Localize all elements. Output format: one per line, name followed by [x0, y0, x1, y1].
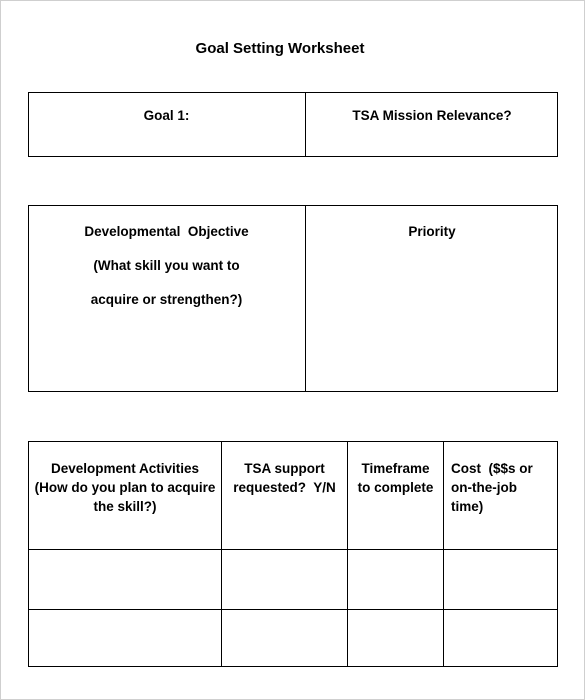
table-cell-support[interactable] — [222, 550, 347, 609]
table-cell-support[interactable] — [222, 610, 347, 666]
header-development-activities-line-2: (How do you plan to acquire — [34, 480, 216, 495]
header-development-activities — [29, 459, 221, 516]
header-tsa-support-line-2: requested? Y/N — [233, 480, 336, 495]
header-tsa-support-line-1: TSA support — [244, 461, 325, 476]
header-timeframe-line-1: Timeframe — [361, 461, 430, 476]
table-row — [28, 610, 558, 666]
header-cost — [451, 459, 556, 516]
header-timeframe-line-2: to complete — [357, 480, 434, 495]
header-cost-line-3: time) — [451, 499, 484, 514]
table-cell-timeframe[interactable] — [348, 610, 443, 666]
table-cell-timeframe[interactable] — [348, 550, 443, 609]
goal-label: Goal 1: — [143, 108, 190, 123]
relevance-label: TSA Mission Relevance? — [352, 108, 512, 123]
header-cost-line-1: Cost ($$s or — [451, 461, 533, 476]
header-tsa-support — [222, 459, 347, 497]
objective-question-line-2: acquire or strengthen?) — [90, 292, 243, 307]
priority-label: Priority — [408, 224, 456, 239]
goal-box-divider — [305, 92, 306, 157]
objective-title: Developmental Objective — [84, 224, 249, 239]
header-development-activities-line-1: Development Activities — [50, 461, 200, 476]
page-title: Goal Setting Worksheet — [195, 40, 365, 57]
objective-question-line-1: (What skill you want to — [93, 258, 240, 273]
goal-box — [28, 92, 558, 157]
header-development-activities-line-3: the skill?) — [93, 499, 157, 514]
table-row — [28, 550, 558, 609]
header-cost-line-2: on-the-job — [451, 480, 517, 495]
table-cell-cost[interactable] — [444, 550, 557, 609]
table-cell-activities[interactable] — [29, 610, 221, 666]
table-cell-activities[interactable] — [29, 550, 221, 609]
table-cell-cost[interactable] — [444, 610, 557, 666]
header-timeframe — [348, 459, 443, 497]
